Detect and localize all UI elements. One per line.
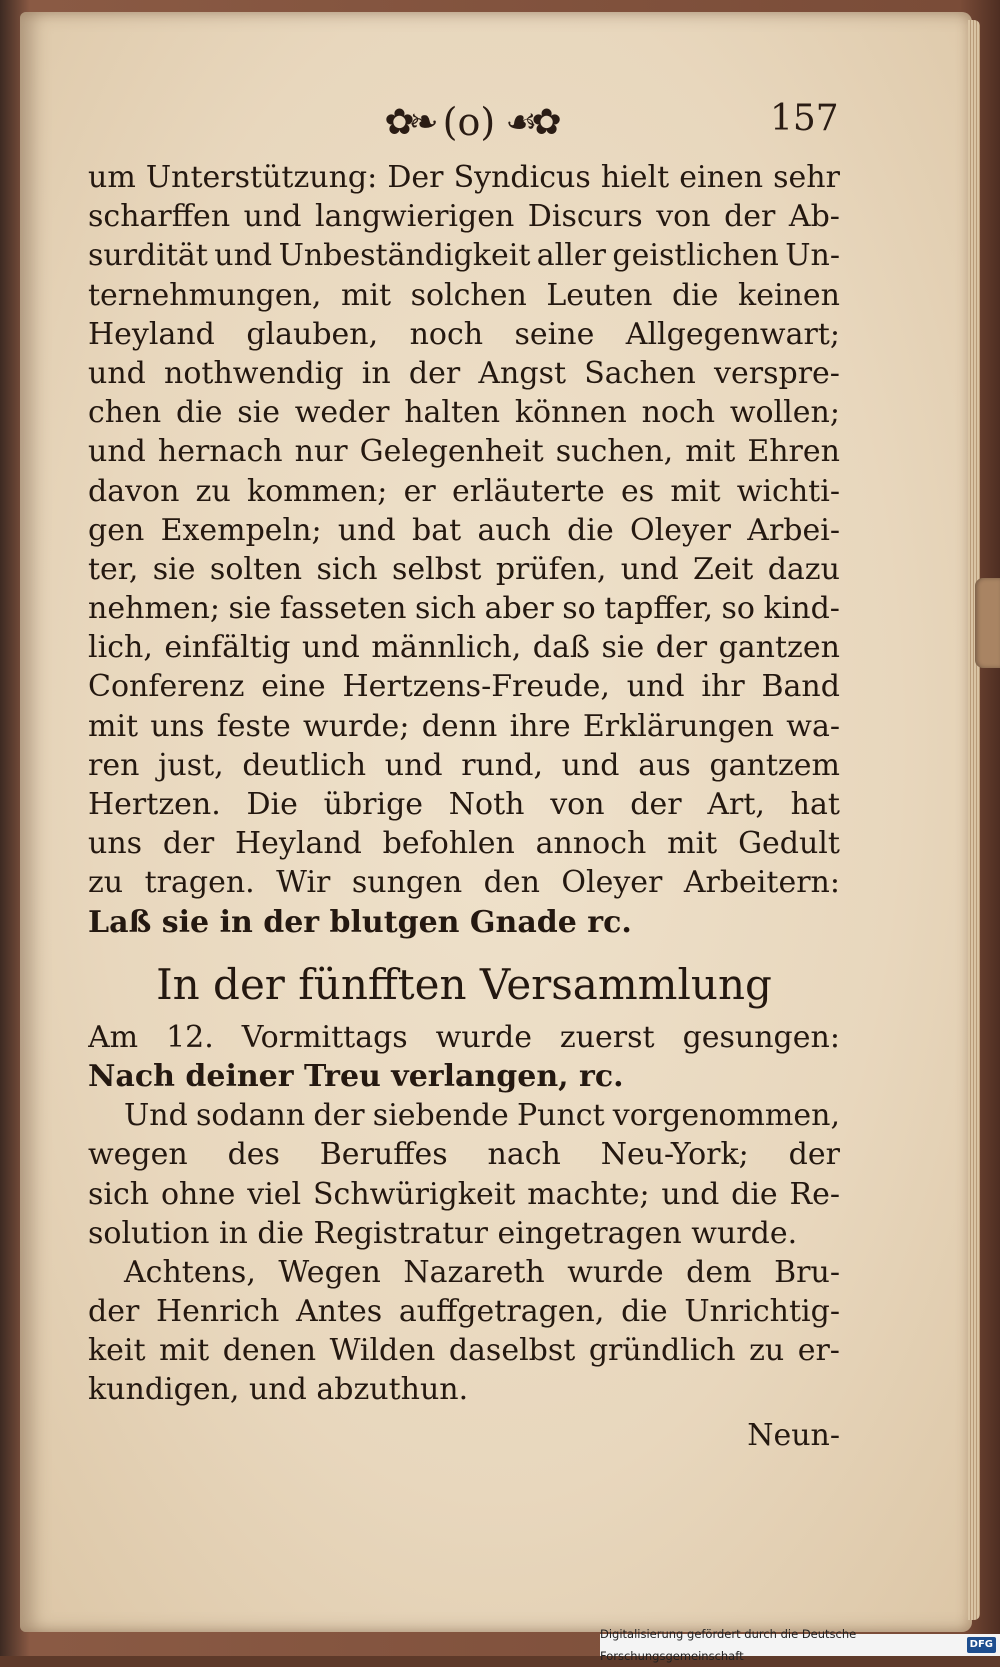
text-line: Hertzen. Die übrige Noth von der Art, hat	[88, 787, 840, 822]
text-line: gen Exempeln; und bat auch die Oleyer Arbei-	[88, 512, 840, 548]
ornament-right-icon: ☙✿	[505, 101, 556, 143]
text-line: Am 12. Vormittags wurde zuerst gesungen:	[88, 1019, 840, 1055]
text-line: ternehmungen, mit solchen Leuten die keinen	[88, 277, 840, 313]
book-clasp	[975, 578, 1000, 668]
text-line: kundigen, und abzuthun.	[88, 1372, 469, 1408]
text-line: wegen des Beruffes nach Neu-York; der	[88, 1137, 840, 1173]
text-line: surdität und Unbeständigkeit aller geistlichen Un-	[88, 238, 840, 274]
hymn-line: Nach deiner Treu verlangen, rc.	[88, 1058, 624, 1094]
text-line: Conferenz eine Hertzens-Freude, und ihr Band	[88, 669, 840, 705]
text-line: uns der Heyland befohlen annoch mit Gedult	[88, 826, 840, 862]
text-line: der Henrich Antes auffgetragen, die Unrichtig-	[88, 1294, 840, 1330]
ornament-left-icon: ✿❧	[384, 101, 433, 143]
catchword: Neun-	[747, 1417, 840, 1453]
text-line: und hernach nur Gelegenheit suchen, mit Ehren	[88, 434, 840, 470]
text-line: solution in die Registratur eingetragen wurde.	[88, 1215, 798, 1251]
dfg-logo-icon: DFG	[967, 1637, 996, 1653]
text-line: scharffen und langwierigen Discurs von der Ab-	[88, 199, 840, 235]
text-line: keit mit denen Wilden daselbst gründlich zu er-	[88, 1333, 840, 1369]
text-line: nehmen; sie fasseten sich aber so tapffer, so kind-	[88, 591, 840, 627]
text-line: Heyland glauben, noch seine Allgegenwart;	[88, 316, 840, 352]
running-head-text: (o)	[442, 100, 496, 144]
text-line: davon zu kommen; er erläuterte es mit wichti-	[88, 473, 840, 509]
page-edges	[968, 20, 980, 1620]
section-heading: In der fünfften Versammlung	[156, 959, 772, 1009]
text-line: ren just, deutlich und rund, und aus gantzem	[88, 747, 840, 783]
page-number: 157	[770, 98, 839, 139]
page-header	[0, 92, 1000, 152]
page-text	[88, 158, 840, 1462]
text-line: sich ohne viel Schwürigkeit machte; und die Re-	[88, 1176, 840, 1212]
running-head	[340, 92, 600, 152]
footer-text: Digitalisierung gefördert durch die Deutsche Forschungsgemeinschaft	[600, 1627, 857, 1663]
text-line: chen die sie weder halten können noch wollen;	[88, 395, 840, 431]
text-line: mit uns feste wurde; denn ihre Erklärungen wa-	[88, 708, 840, 744]
text-line: und nothwendig in der Angst Sachen verspre-	[88, 355, 840, 391]
text-line: um Unterstützung: Der Syndicus hielt einen sehr	[88, 160, 840, 195]
text-line: ter, sie solten sich selbst prüfen, und Zeit dazu	[88, 551, 840, 587]
text-line: Achtens, Wegen Nazareth wurde dem Bru-	[124, 1254, 840, 1290]
text-line: zu tragen. Wir sungen den Oleyer Arbeitern:	[88, 865, 840, 901]
hymn-line: Laß sie in der blutgen Gnade rc.	[88, 904, 632, 940]
text-line: Und sodann der siebende Punct vorgenommen,	[124, 1098, 840, 1134]
text-line: lich, einfältig und männlich, daß sie der gantzen	[88, 630, 840, 666]
digitization-footer	[600, 1627, 1000, 1663]
